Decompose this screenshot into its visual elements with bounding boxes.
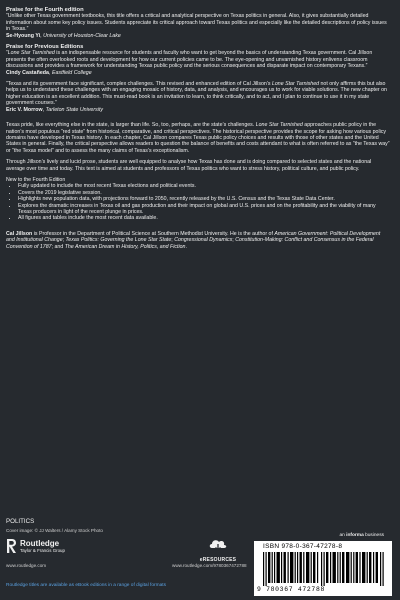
eresources-url: www.routledge.com/9780367472788 (172, 563, 247, 568)
eresources-logo (196, 538, 240, 563)
reviewer-affiliation: Tarleton State University (45, 106, 104, 113)
publisher-name: Routledge (20, 539, 60, 548)
routledge-r-icon (6, 538, 17, 554)
publisher-logo (6, 538, 65, 554)
isbn-number: ISBN 978-0-367-47278-8 (263, 543, 343, 550)
previous-praise-heading: Praise for Previous Editions (6, 44, 84, 51)
back-cover-text (6, 7, 390, 250)
list-item: • Highlights new population data, with projections forward to 2050, recently released by the U.S. Census and the Texas State Data Center. (18, 196, 390, 202)
book-title: Lone Star Tarnished (255, 122, 303, 129)
reviewer-affiliation: Eastfield College (51, 69, 92, 76)
new-edition-list (6, 183, 390, 221)
list-item: • Covers the 2019 legislative session. (18, 190, 390, 196)
previous-praise-quote-1: “Lone Star Tarnished is an indispensable resource for students and faculty who want to get beyond the basics of understanding Texas government. Cal Jillson presents the often overlooked roots and development for how our current policies came to be. The eye-opening and unvarnished history enlivens classroom discussions and provides a framework for understanding Texas public policy and the serious consequences and disparate impact on contemporary Texans.” (6, 50, 373, 70)
publisher-url: www.routledge.com (6, 563, 47, 568)
eresources-icon (208, 538, 228, 552)
category-label: POLITICS (6, 518, 35, 525)
cover-image-credit: Cover image: © JJ Walters / Alamy Stock Photo (6, 528, 103, 533)
author-name: Cal Jillson (6, 230, 33, 237)
list-item: • Explores the dramatic increases in Texas oil and gas production and their impact on global and U.S. prices and on the profitability and the viability of many Texas producers in light of the recent plunge in prices. (18, 203, 390, 216)
previous-praise-attribution-1: Cindy Castañeda, Eastfield College (6, 69, 92, 76)
author-bio: Cal Jillson is Professor in the Department of Political Science at Southern Methodist University. He is the author of American Government: Political Development and Institutional Change; Texas Politics: Governing the Lone Star State; Congressional Dynamics; Constitution-Making: Conflict and Consensus in the Federal Convention of 1787; and The American Dream in History, Politics, and Fiction. (6, 230, 381, 250)
reviewer-name: Se-Hyoung Yi (6, 32, 41, 39)
list-item: • All figures and tables include the most recent data available. (18, 215, 390, 221)
publisher-subtitle: Taylor & Francis Group (20, 548, 65, 553)
barcode-bars-icon (263, 552, 385, 586)
fourth-praise-attribution: Se-Hyoung Yi, University of Houston-Clear Lake (6, 32, 121, 39)
reviewer-name: Cindy Castañeda (6, 69, 49, 76)
book-title: Lone Star Tarnished (7, 50, 55, 57)
new-edition-heading: New to the Fourth Edition (6, 176, 66, 183)
description-paragraph-1: Texas pride, like everything else in the state, is larger than life. So, too, perhaps, are the state’s challenges. Lone Star Tarnished approaches public policy in the nation’s most populous “red state” from historical, comparative, and critical perspectives. The historical perspective provides the scope for asking how various policy domains have developed in Texas history. In each chapter, Cal Jillson compares Texas public policy choices and results with those of other states and the United States in general. Finally, the critical perspective allows readers to question the balance of benefits and costs attendant to what is often referred to as “the Texas way” or “the Texas model” and to assess the many claims of Texas’s exceptionalism. (6, 122, 390, 154)
list-item: • Fully updated to include the most recent Texas elections and political events. (18, 183, 390, 189)
book-title: Lone Star Tarnished (271, 81, 320, 88)
eresources-label: eRESOURCES (199, 557, 237, 563)
fourth-praise-quote: “Unlike other Texas government textbooks, this title offers a critical and analytical perspective on Texas politics in general. Also, it gives substantially detailed information about some key policy issues. Students appreciate its critical approach toward Texas politics and especially like the detailed descriptions of policy issues in Texas.” (6, 13, 387, 33)
description-paragraph-2: Through Jillson’s lively and lucid prose, students are well equipped to analyse how Texas has done and is doing compared to selected states and the national average over time and today. This text is aimed at students and professors of Texas politics who want to stress history, political culture, and public policy. (6, 159, 372, 172)
fourth-praise-heading: Praise for the Fourth edition (6, 7, 84, 13)
informa-note: an informa business (339, 533, 384, 538)
ebook-note: Routledge titles are available as eBook editions in a range of digital formats (6, 583, 166, 588)
reviewer-name: Eric V. Morrow (6, 106, 43, 113)
previous-praise-quote-2: “Texas and its government face significant, complex challenges. This revised and enhanced edition of Cal Jillson’s Lone Star Tarnished not only affirms this but also helps us to understand these challenges with an engaging mosaic of history, data, and analysis, and encourages us to work for viable solutions. The new chapter on higher education is an excellent addition. This must-read book is an invitation to learn, to think critically, and to act, and I plan to continue to use it in my state government courses.” (6, 81, 387, 107)
barcode (254, 541, 392, 596)
reviewer-affiliation: University of Houston-Clear Lake (43, 32, 121, 39)
previous-praise-attribution-2: Eric V. Morrow, Tarleton State University (6, 106, 104, 113)
barcode-digits: 9 780367 472788 (257, 586, 326, 593)
